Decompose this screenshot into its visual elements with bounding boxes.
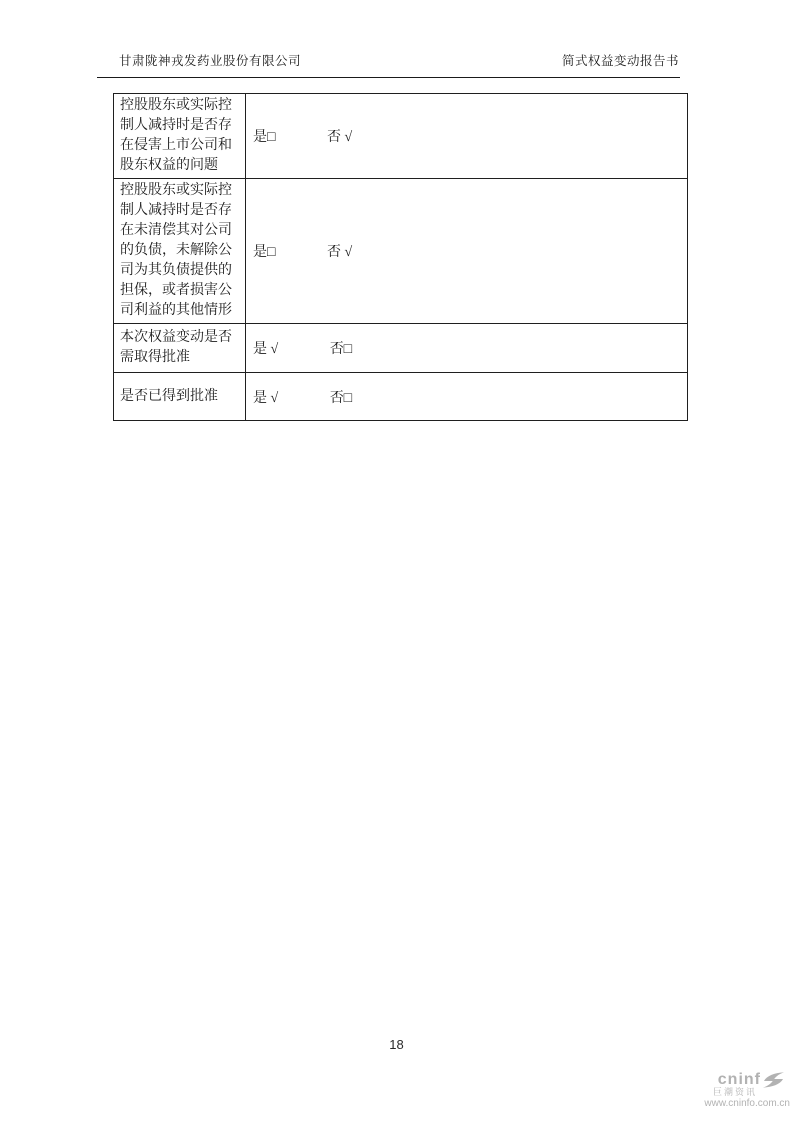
no-checkbox: 否□ xyxy=(329,390,353,406)
answer-cell xyxy=(246,373,688,421)
header-document-title: 简式权益变动报告书 xyxy=(561,54,679,68)
no-checkbox: 否□ xyxy=(329,342,353,357)
approval-status-table xyxy=(113,93,688,421)
table-row xyxy=(114,94,688,179)
no-checkbox: 否 √ xyxy=(326,130,353,145)
yes-checkbox: 是 √ xyxy=(253,342,279,357)
yes-checkbox: 是□ xyxy=(253,245,276,260)
question-cell: 本次权益变动是否需取得批准 xyxy=(114,324,246,373)
page-number: 18 xyxy=(389,1037,404,1052)
yes-checkbox: 是 √ xyxy=(253,390,279,406)
cninfo-logo-row xyxy=(694,1072,790,1088)
question-cell: 是否已得到批准 xyxy=(114,373,246,421)
no-checkbox: 否 √ xyxy=(326,245,353,260)
cninfo-logo xyxy=(694,1072,790,1109)
cninfo-swirl-icon xyxy=(763,1072,784,1088)
page-header xyxy=(97,51,680,78)
answer-cell xyxy=(246,324,688,373)
answer-cell xyxy=(246,179,688,324)
table-row xyxy=(114,373,688,421)
cninfo-chinese-name: 巨潮资讯 xyxy=(712,1087,757,1097)
header-company-name: 甘肃陇神戎发药业股份有限公司 xyxy=(119,54,302,68)
question-cell: 控股股东或实际控制人减持时是否存在未清偿其对公司的负债，未解除公司为其负债提供的担保，或者损害公司利益的其他情形 xyxy=(114,179,246,324)
table-row xyxy=(114,324,688,373)
yes-checkbox: 是□ xyxy=(253,130,276,145)
question-cell: 控股股东或实际控制人减持时是否存在侵害上市公司和股东权益的问题 xyxy=(114,94,246,179)
cninfo-brand-text: cninf xyxy=(717,1071,761,1088)
cninfo-url: www.cninfo.com.cn xyxy=(704,1098,790,1109)
table-row xyxy=(114,179,688,324)
answer-cell xyxy=(246,94,688,179)
